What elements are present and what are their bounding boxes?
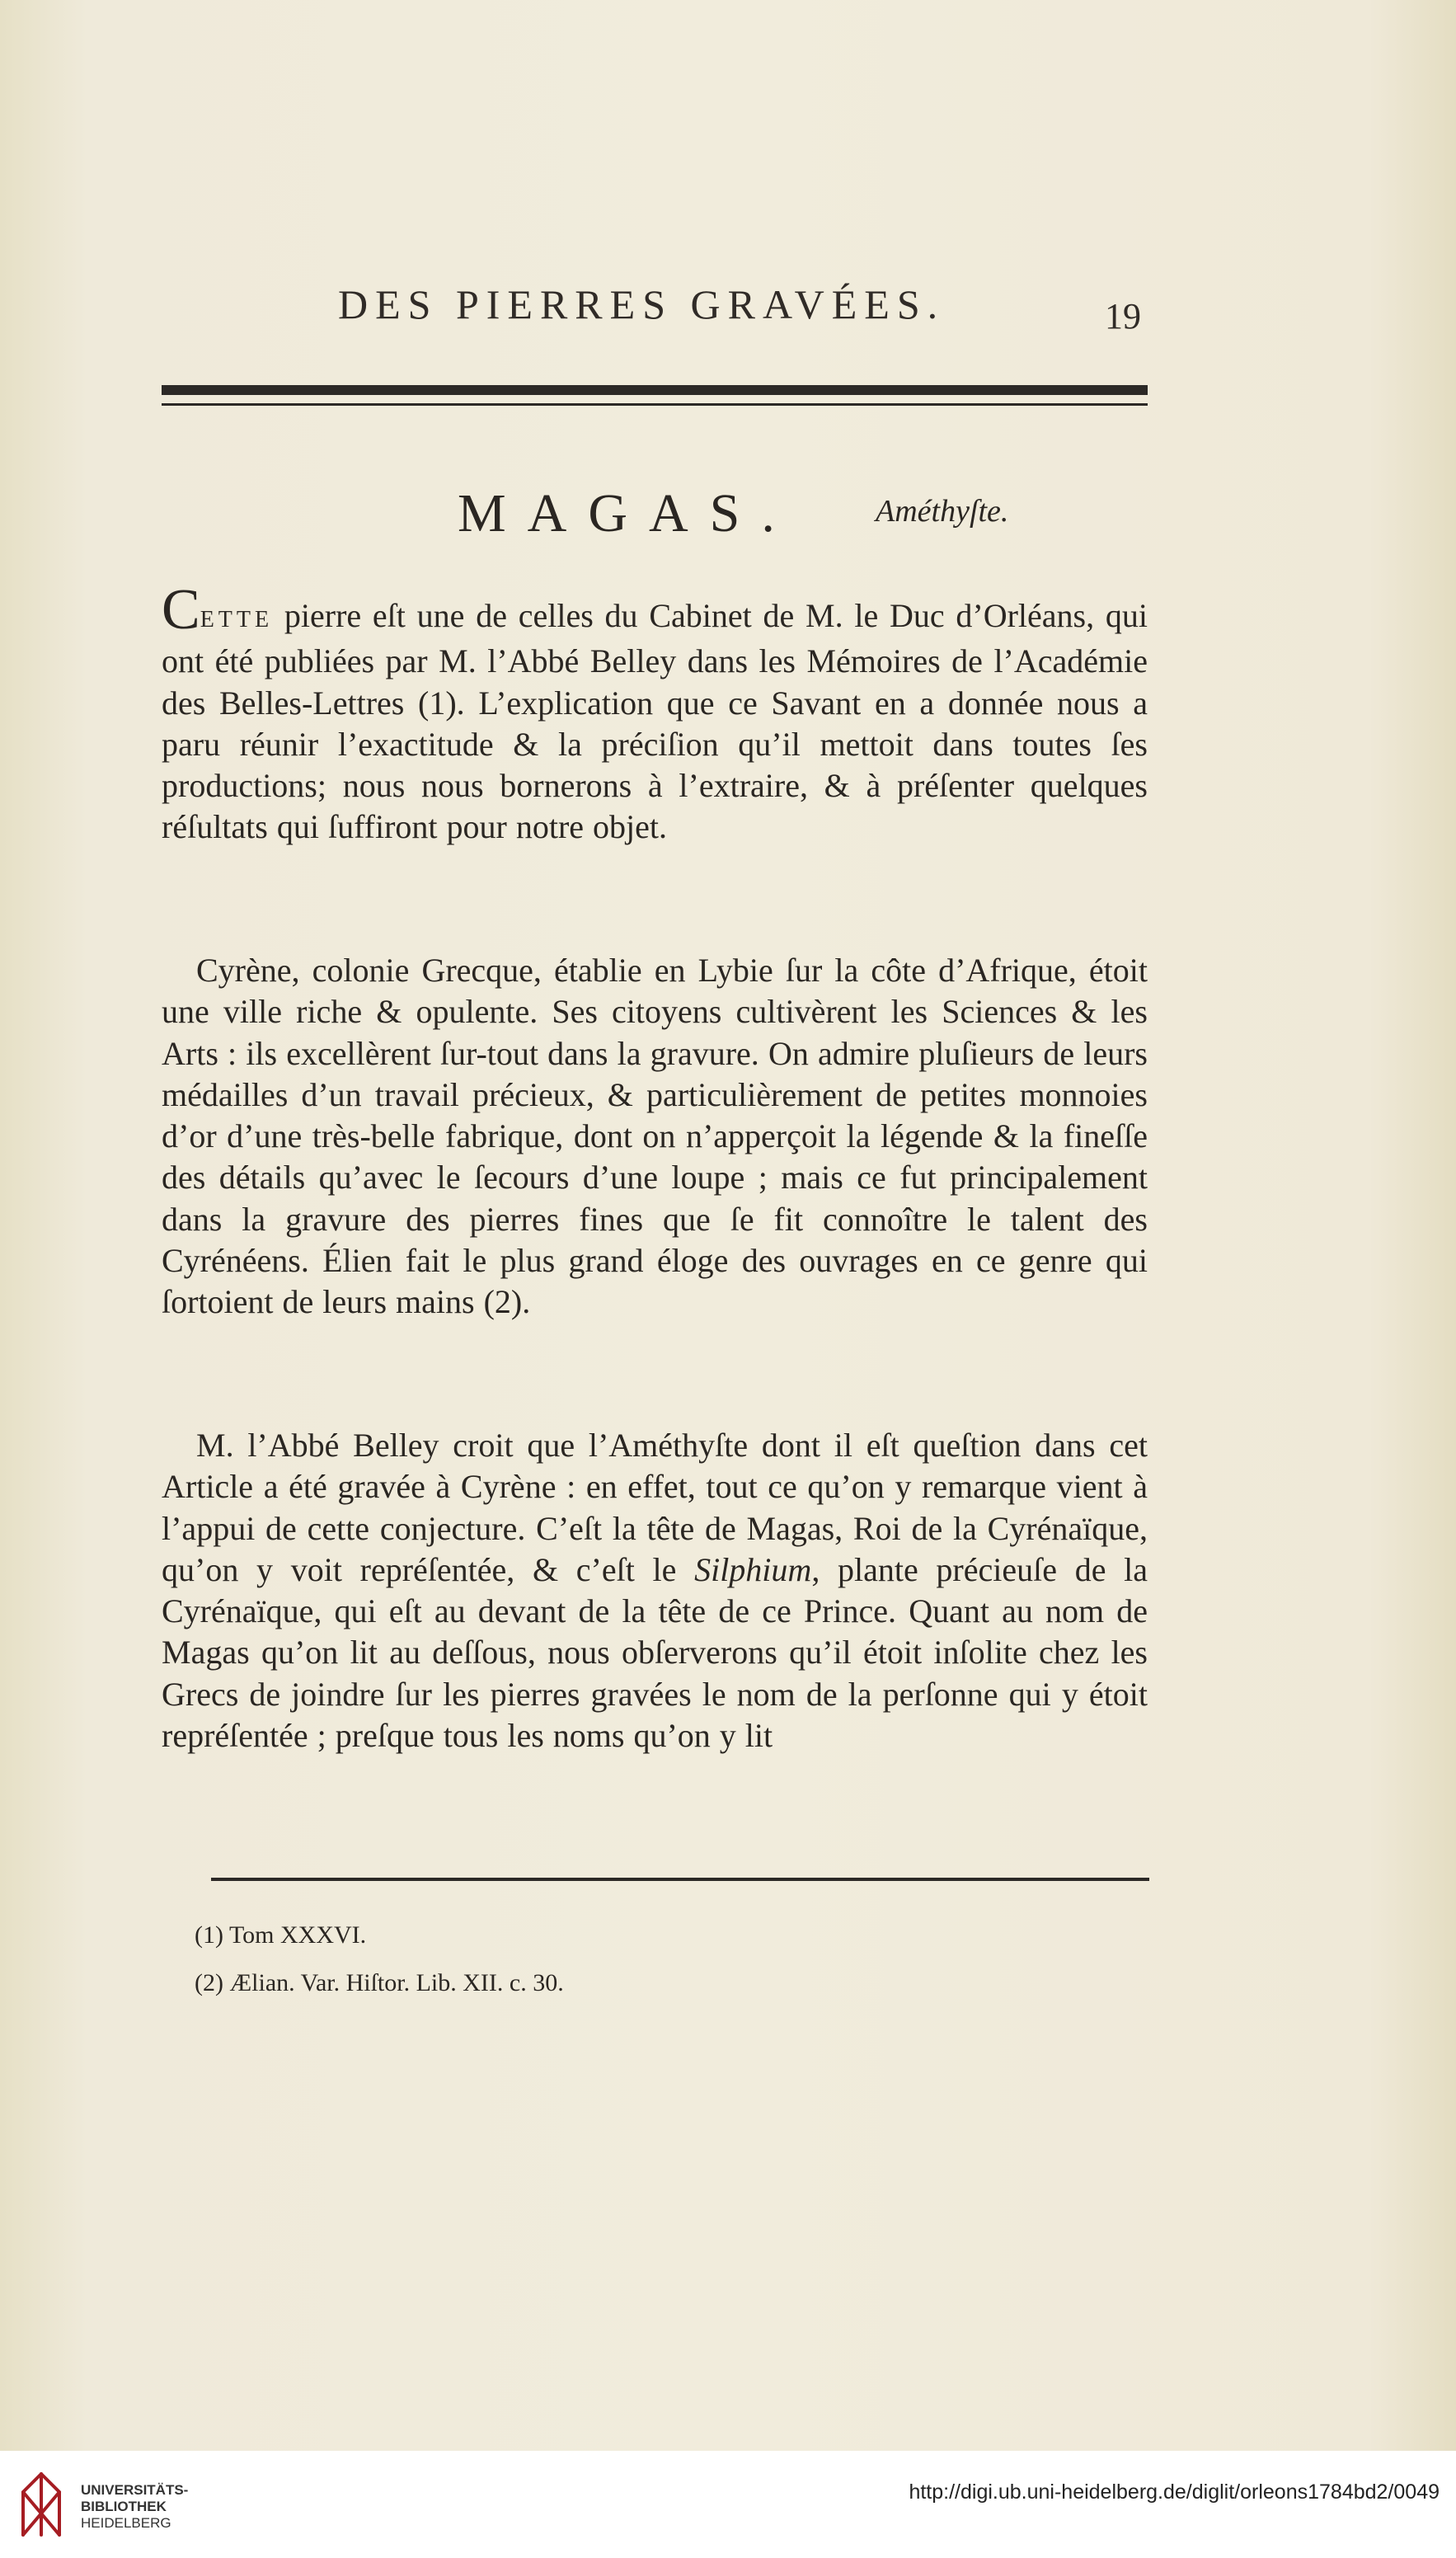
header-rule-thin [162,403,1148,406]
lead-smallcaps: ETTE [200,607,274,632]
library-name-line-2: BIBLIOTHEK [81,2499,167,2514]
library-name-line-1: UNIVERSITÄTS- [81,2482,189,2498]
drop-cap: C [162,578,200,642]
paragraph-3 [162,1425,1148,1756]
footnote-1: (1) Tom XXXVI. [195,1921,367,1949]
library-logo-icon [16,2467,66,2542]
paragraph-3-italic: Silphium [694,1550,812,1588]
library-name [81,2482,188,2532]
source-url-link[interactable]: http://digi.ub.uni-heidelberg.de/diglit/orleons1784bd2/0049 [909,2480,1440,2504]
library-footer [0,2451,1456,2558]
library-name-line-3: HEIDELBERG [81,2515,171,2531]
paragraph-3-text-b: , plante précieuſe de la Cyrénaïque, qui eſt au devant de la tête de ce Prince. Quant au nom de Magas qu’on lit au deſſous, nous obſerverons qu’il étoit inſolite chez les Grecs de joindre ſur les pierres gravées le nom de la perſonne qui y étoit repréſentée ; preſque tous les noms qu’on y lit [162,1550,1148,1755]
running-title: DES PIERRES GRAVÉES. [338,281,946,327]
article-title: MAGAS. [458,483,796,543]
page-number: 19 [1105,296,1141,336]
paragraph-3-text-a: M. l’Abbé Belley croit que l’Améthyſte dont il eſt queſtion dans cet Article a été gravée à Cyrène : en effet, tout ce qu’on y remarque vient à l’appui de cette conjecture. C’eſt la tête de Magas, Roi de la Cyrénaïque, qu’on y voit repréſentée, & c’eſt le [162,1427,1148,1588]
paragraph-1-text: pierre eſt une de celles du Cabinet de M. le Duc d’Orléans, qui ont été publiées par M. l’Abbé Belley dans les Mémoires de l’Académie des Belles-Lettres (1). L’explication que ce Savant en a donnée nous a paru réunir l’exactitude & la préciſion qu’il mettoit dans toutes ſes productions; nous nous bornerons à l’extraire, & à préſenter quelques réſultats qui ſuffiront pour notre objet. [162,597,1148,846]
footnote-2: (2) Ælian. Var. Hiſtor. Lib. XII. c. 30. [195,1969,564,1996]
header-rule-thick [162,385,1148,395]
footnote-rule [211,1878,1149,1881]
article-subtitle: Améthyſte. [876,494,1009,529]
paragraph-2: Cyrène, colonie Grecque, établie en Lybie ſur la côte d’Afrique, étoit une ville riche & opulente. Ses citoyens cultivèrent les Sciences & les Arts : ils excellèrent ſur-tout dans la gravure. On admire pluſieurs de leurs médailles d’un travail précieux, & particulièrement de petites monnoies d’or d’une très-belle fabrique, dont on n’apperçoit la légende & la fineſſe des détails qu’avec le ſecours d’une loupe ; mais ce fut principalement dans la gravure des pierres fines que ſe fit connoître le talent des Cyrénéens. Élien fait le plus grand éloge des ouvrages en ce genre qui ſortoient de leurs mains (2). [162,952,1148,1321]
paragraph-1 [162,578,1148,849]
